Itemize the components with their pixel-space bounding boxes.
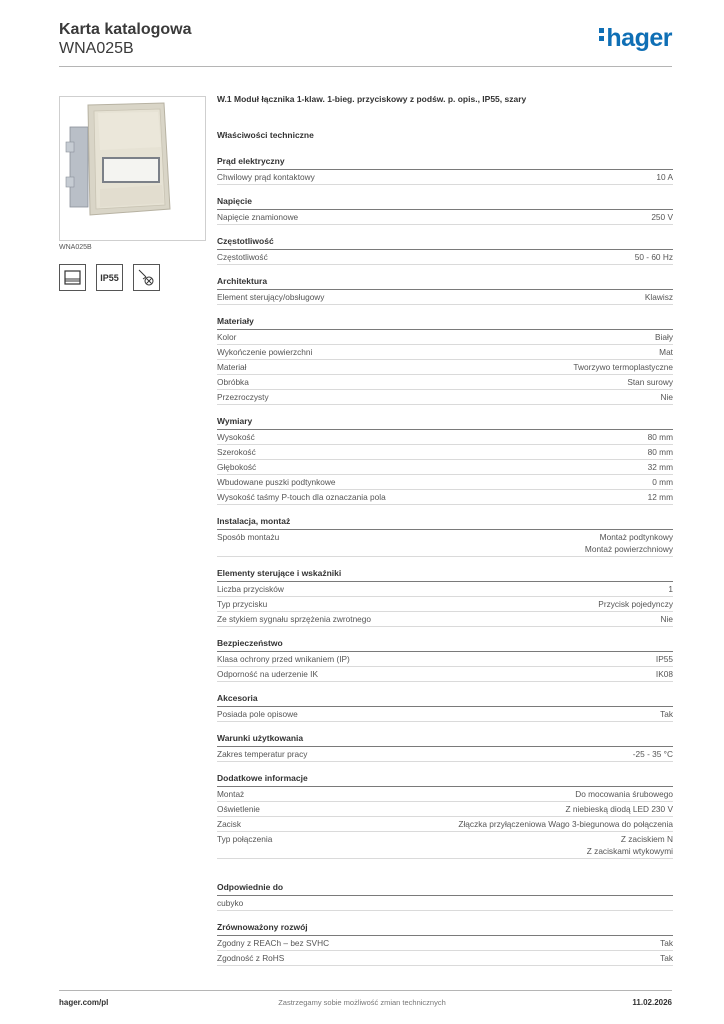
spec-value-line: 250 V [651,212,673,222]
spec-label: Posiada pole opisowe [217,709,298,719]
spec-value-line: 0 mm [652,477,673,487]
section-prad-elektryczny [217,155,673,185]
spec-value [272,833,673,857]
spec-label: Oświetlenie [217,804,260,814]
spec-row-wykonczenie-powierzchni [217,345,673,360]
spec-row-ze-stykiem-sygnalu-sprzezenia-zwrotnego [217,612,673,627]
spec-label: Częstotliwość [217,252,268,262]
section-wymiary [217,415,673,505]
section-title: Częstotliwość [217,235,673,250]
spec-label: Głębokość [217,462,257,472]
product-badges [59,264,160,291]
spec-value [260,803,673,815]
spec-row-wysokosc-tasmy-p-touch-dla-oznaczania-pola [217,490,673,505]
spec-label: Wykończenie powierzchni [217,347,313,357]
spec-row-wysokosc [217,430,673,445]
spec-value-line: Tworzywo termoplastyczne [573,362,673,372]
product-code: WNA025B [59,40,134,57]
spec-value [279,531,673,555]
document-title: Karta katalogowa [59,21,192,38]
spec-value-line: Nie [660,614,673,624]
section-architektura [217,275,673,305]
spec-value-line: 12 mm [647,492,673,502]
spec-row-material [217,360,673,375]
sustainability-section [217,921,673,966]
spec-value-line: Przycisk pojedynczy [598,599,673,609]
section-title: Warunki użytkowania [217,732,673,747]
spec-value-line: Biały [655,332,673,342]
spec-label: Klasa ochrony przed wnikaniem (IP) [217,654,350,664]
spec-value-line: IP55 [655,654,673,664]
suitable-for-value: cubyko [217,896,673,911]
spec-value [298,708,673,720]
logo-colon-icon [599,25,605,44]
spec-value-line: Klawisz [644,292,673,302]
spec-row-glebokosc [217,460,673,475]
spec-row-zacisk [217,817,673,832]
spec-value-line: Tak [660,953,673,963]
spec-row-wbudowane-puszki-podtynkowe [217,475,673,490]
section-czestotliwosc [217,235,673,265]
section-title: Akcesoria [217,692,673,707]
spec-content [217,94,673,976]
spec-value-line: Złączka przyłączeniowa Wago 3-biegunowa do połączenia [458,819,673,829]
spec-value [318,668,673,680]
section-akcesoria [217,692,673,722]
section-title: Prąd elektryczny [217,155,673,170]
spec-value-line: Montaż powierzchniowy [584,544,673,554]
spec-label: Typ przycisku [217,599,268,609]
footer-divider [59,990,672,991]
section-title: Bezpieczeństwo [217,637,673,652]
spec-value [284,952,673,964]
section-bezpieczenstwo [217,637,673,682]
section-title: Elementy sterujące i wskaźniki [217,567,673,582]
spec-value-line: Stan surowy [627,377,673,387]
spec-value [269,391,673,403]
spec-value [386,491,673,503]
spec-value [268,251,673,263]
section-title: Odpowiednie do [217,881,673,896]
spec-value-line: Do mocowania śrubowego [575,789,673,799]
product-name: W.1 Moduł łącznika 1-klaw. 1-bieg. przyciskowy z podśw. p. opis., IP55, szary [217,94,527,104]
spec-row-typ-przycisku [217,597,673,612]
spec-row-chwilowy-prad-kontaktowy [217,170,673,185]
spec-value [249,376,673,388]
spec-label: Typ połączenia [217,834,273,844]
spec-row-typ-polaczenia [217,832,673,859]
spec-value [255,431,673,443]
spec-value [350,653,673,665]
spec-value [256,446,673,458]
section-title: Wymiary [217,415,673,430]
flush-mount-box-icon [59,264,86,291]
section-elementy-sterujace-i-wskazniki [217,567,673,627]
spec-value [312,346,673,358]
spec-label: Zacisk [217,819,241,829]
spec-value [267,598,673,610]
section-title: Dodatkowe informacje [217,772,673,787]
section-napiecie [217,195,673,225]
section-title: Instalacja, montaż [217,515,673,530]
spec-value [371,613,673,625]
spec-row-przezroczysty [217,390,673,405]
spec-label: Szerokość [217,447,256,457]
spec-value-line: 80 mm [647,447,673,457]
spec-value-line: Mat [659,347,673,357]
spec-sections [217,155,673,859]
spec-label: Zgodność z RoHS [217,953,285,963]
spec-row-szerokosc [217,445,673,460]
spec-row-sposob-montazu [217,530,673,557]
header-divider [59,66,672,67]
spec-value-line: Z zaciskiem N [620,834,673,844]
sustainability-rows [217,936,673,966]
spec-label: Element sterujący/obsługowy [217,292,325,302]
spec-value-line: 80 mm [647,432,673,442]
spec-value [324,291,673,303]
spec-label: Liczba przycisków [217,584,284,594]
spec-label: Napięcie znamionowe [217,212,299,222]
spec-value [307,748,673,760]
spec-row-montaz [217,787,673,802]
product-image-caption: WNA025B [59,244,92,251]
suitable-for-section [217,881,673,911]
footer-disclaimer: Zastrzegamy sobie możliwość zmian technicznych [278,998,446,1007]
spec-value [284,583,673,595]
spec-value-line: Montaż podtynkowy [599,532,673,542]
spec-value [298,211,673,223]
led-lamp-icon [133,264,160,291]
document-header [59,20,191,58]
spec-value [247,361,673,373]
spec-row-oswietlenie [217,802,673,817]
spec-value [241,818,673,830]
section-warunki-uzytkowania [217,732,673,762]
spec-row-odpornosc-na-uderzenie-ik [217,667,673,682]
spec-row-czestotliwosc [217,250,673,265]
spec-label: Montaż [217,789,245,799]
spec-label: Wysokość taśmy P-touch dla oznaczania pola [217,492,386,502]
spec-label: Chwilowy prąd kontaktowy [217,172,315,182]
spec-label: Wysokość [217,432,255,442]
spec-value-line: Tak [660,938,673,948]
spec-label: Obróbka [217,377,249,387]
spec-label: Zakres temperatur pracy [217,749,308,759]
spec-label: Zgodny z REACh – bez SVHC [217,938,330,948]
spec-value-line: 50 - 60 Hz [634,252,673,262]
technical-properties-title: Właściwości techniczne [217,130,314,140]
spec-row-zgodny-z-reach-bez-svhc [217,936,673,951]
spec-row-element-sterujacy-obslugowy [217,290,673,305]
spec-value-line: Tak [660,709,673,719]
logo-text: hager [606,24,672,52]
spec-value-line: Nie [660,392,673,402]
spec-row-klasa-ochrony-przed-wnikaniem-ip [217,652,673,667]
spec-row-zgodnosc-z-rohs [217,951,673,966]
spec-label: Przezroczysty [217,392,269,402]
spec-label: Materiał [217,362,247,372]
spec-row-napiecie-znamionowe [217,210,673,225]
spec-value [315,171,673,183]
hager-logo [599,24,672,53]
section-instalacja-montaz [217,515,673,557]
spec-label: Sposób montażu [217,532,280,542]
section-materialy [217,315,673,405]
spec-label: Wbudowane puszki podtynkowe [217,477,336,487]
spec-row-zakres-temperatur-pracy [217,747,673,762]
spec-value [236,331,673,343]
spec-value-line: 32 mm [647,462,673,472]
spec-value [329,937,673,949]
spec-label: Kolor [217,332,237,342]
product-image-frame [59,96,206,241]
spec-label: Ze stykiem sygnału sprzężenia zwrotnego [217,614,372,624]
spec-row-kolor [217,330,673,345]
spec-row-obrobka [217,375,673,390]
section-title: Materiały [217,315,673,330]
spec-value-line: Z niebieską diodą LED 230 V [565,804,673,814]
section-dodatkowe-informacje [217,772,673,859]
ip55-badge: IP55 [96,264,123,291]
spec-value [244,788,673,800]
section-title: Zrównoważony rozwój [217,921,673,936]
product-image [60,97,205,240]
footer-website: hager.com/pl [59,998,109,1007]
section-title: Napięcie [217,195,673,210]
spec-row-posiada-pole-opisowe [217,707,673,722]
spec-label: Odporność na uderzenie IK [217,669,319,679]
footer-date: 11.02.2026 [632,998,672,1007]
spec-value-line: 10 A [656,172,673,182]
spec-row-liczba-przyciskow [217,582,673,597]
spec-value [256,461,673,473]
spec-value-line: IK08 [655,669,673,679]
spec-value-line: Z zaciskami wtykowymi [586,846,673,856]
section-title: Architektura [217,275,673,290]
spec-value-line: 1 [668,584,673,594]
spec-value-line: -25 - 35 °C [632,749,673,759]
spec-value [336,476,673,488]
